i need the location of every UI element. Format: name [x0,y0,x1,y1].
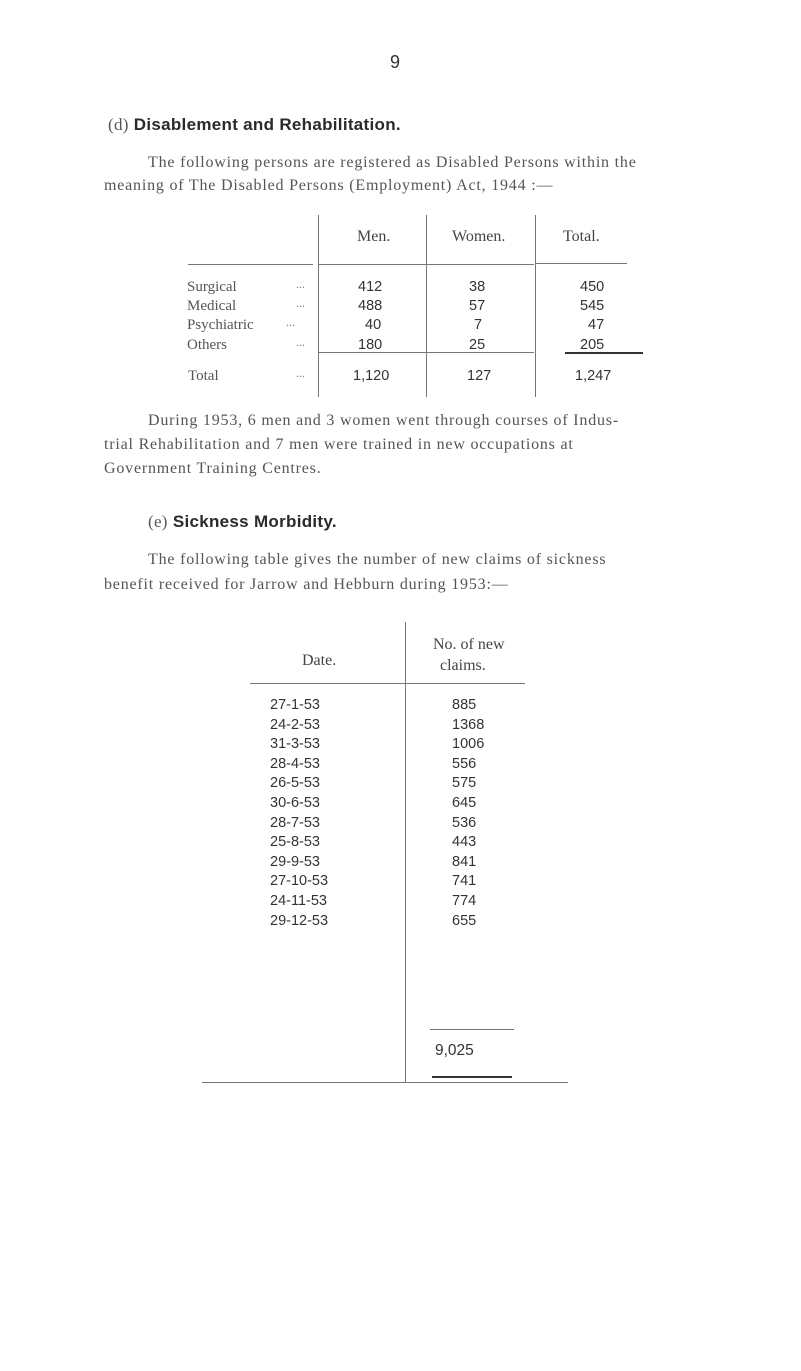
row-label: Total [188,368,219,384]
women-value: 38 [469,279,486,295]
date-cell: 29-9-53 [270,853,320,870]
after-line: trial Rehabilitation and 7 men were trained in new occupations at [104,436,574,453]
section-e-heading [148,512,337,532]
row-dots: ... [296,296,305,310]
row-label: Others [187,337,227,353]
date-cell: 31-3-53 [270,736,320,753]
date-cell: 27-10-53 [270,873,329,890]
total-value: 205 [580,337,605,353]
date-cell: 24-11-53 [270,893,327,909]
row-dots: ... [286,315,295,329]
col-women-header: Women. [452,228,506,245]
col-claims-header-line2: claims. [440,657,486,674]
after-line: Government Training Centres. [104,460,322,477]
intro-line: meaning of The Disabled Persons (Employment) Act, 1944 :— [104,177,554,194]
intro-line: The following persons are registered as Disabled Persons within the [148,154,637,171]
date-cell: 24-2-53 [270,716,320,733]
total-value: 545 [580,298,605,314]
claims-cell: 575 [452,775,477,792]
men-value: 40 [365,317,382,333]
claims-cell: 443 [452,834,477,851]
date-cell: 28-4-53 [270,755,320,772]
women-value: 7 [474,317,483,333]
date-cell: 28-7-53 [270,814,320,831]
row-dots: ... [296,335,305,349]
men-value: 412 [358,279,383,295]
claims-cell: 536 [452,814,477,831]
intro-line: benefit received for Jarrow and Hebburn during 1953:— [104,576,509,593]
row-label: Surgical [187,279,237,295]
claims-cell: 645 [452,795,477,811]
row-dots: ... [296,366,305,380]
row-label: Psychiatric [187,317,254,333]
section-e-ref: (e) [148,512,168,531]
claims-cell: 885 [452,697,477,713]
section-d-ref: (d) [108,115,129,134]
total-value: 450 [580,279,605,295]
total-value: 47 [588,317,605,333]
row-label: Medical [187,298,237,314]
date-cell: 26-5-53 [270,775,320,792]
claims-cell: 556 [452,755,477,772]
section-d-title: Disablement and Rehabilitation. [133,115,401,134]
date-cell: 27-1-53 [270,697,320,713]
claims-cell: 1006 [452,736,485,753]
col-men-header: Men. [357,228,391,245]
row-dots: ... [296,277,305,291]
claims-cell: 841 [452,853,477,870]
women-value: 57 [469,298,486,314]
date-cell: 25-8-53 [270,834,320,851]
grand-total: 1,247 [575,368,612,384]
col-claims-header-line1: No. of new [433,636,505,653]
claims-cell: 774 [452,893,477,909]
claims-total: 9,025 [435,1042,474,1059]
women-value: 25 [469,337,486,353]
col-total-header: Total. [563,228,600,245]
page-number: 9 [390,52,401,72]
col-date-header: Date. [302,652,337,669]
date-cell: 30-6-53 [270,795,320,811]
after-line: During 1953, 6 men and 3 women went through courses of Indus- [148,412,619,429]
men-total: 1,120 [353,368,390,384]
section-e-title: Sickness Morbidity. [172,512,337,531]
claims-cell: 1368 [452,716,485,733]
women-total: 127 [467,368,492,384]
men-value: 488 [358,298,383,314]
claims-cell: 655 [452,912,477,929]
claims-cell: 741 [452,873,477,890]
intro-line: The following table gives the number of new claims of sickness [148,551,607,568]
date-cell: 29-12-53 [270,912,329,929]
men-value: 180 [358,337,383,353]
section-d-heading [108,115,401,135]
